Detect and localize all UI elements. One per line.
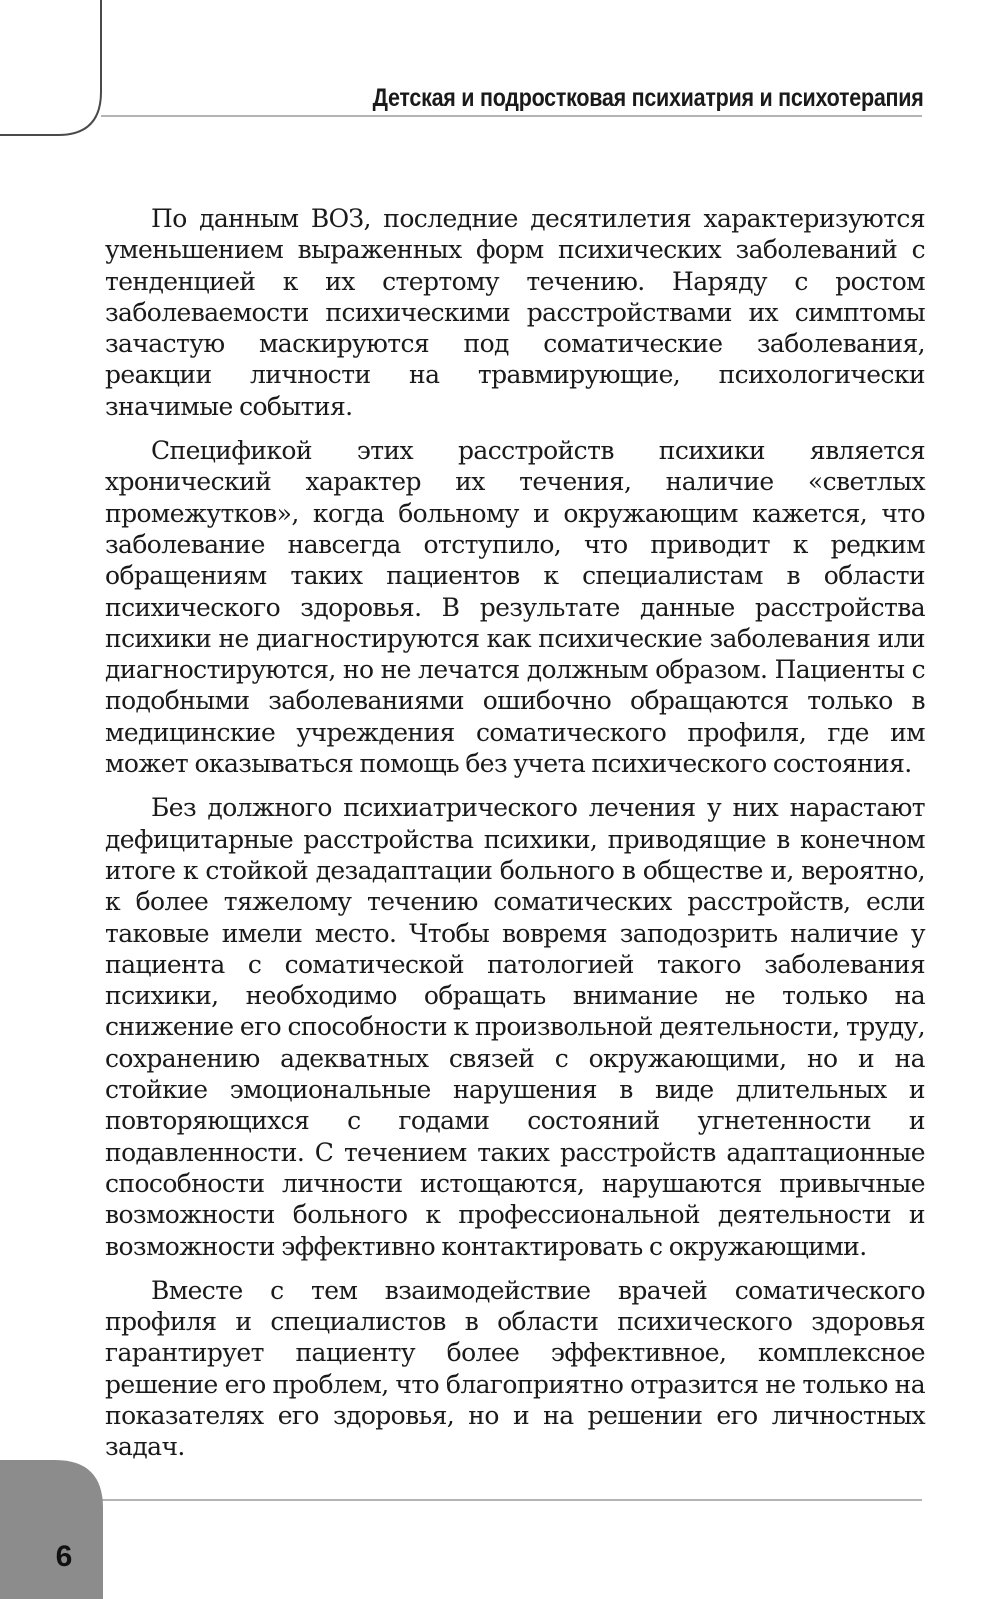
paragraph: По данным ВОЗ, последние десятилетия характеризуются уменьшением выраженных форм психических заболеваний с тенденцией к их стертому течению. Наряду с ростом заболеваемости психическими расстройствами их симптомы зачастую маскируются под соматические заболевания, реакции личности на травмирующие, психологически значимые события. [105,204,925,421]
page-number: 6 [55,1540,73,1573]
header-corner-decoration [0,0,1000,160]
paragraph: Спецификой этих расстройств психики является хронический характер их течения, наличие «светлых промежутков», когда больному и окружающим кажется, что заболевание навсегда отступило, что приводит к редким обращениям таких пациентов к специалистам в области психического здоровья. В результате данные расстройства психики не диагностируются как психические заболевания или диагностируются, но не лечатся должным образом. Пациенты с подобными заболеваниями ошибочно обращаются только в медицинские учреждения соматического профиля, где им может оказываться помощь без учета психического состояния. [105,436,925,779]
running-header-title: Детская и подростковая психиатрия и психотерапия [373,84,924,112]
paragraph: Без должного психиатрического лечения у них нарастают дефицитарные расстройства психики, приводящие в конечном итоге к стойкой дезадаптации больного в обществе и, вероятно, к более тяжелому течению соматических расстройств, если таковые имели место. Чтобы вовремя заподозрить наличие у пациента с соматической патологией такого заболевания психики, необходимо обращать внимание не только на снижение его способности к произвольной деятельности, труду, сохранению адекватных связей с окружающими, но и на стойкие эмоциональные нарушения в виде длительных и повторяющихся с годами состояний угнетенности и подавленности. С течением таких расстройств адаптационные способности личности истощаются, нарушаются привычные возможности больного к профессиональной деятельности и возможности эффективно контактировать с окружающими. [105,793,925,1261]
page-body [105,203,925,1476]
paragraph: Вместе с тем взаимодействие врачей соматического профиля и специалистов в области психического здоровья гарантирует пациенту более эффективное, комплексное решение его проблем, что благоприятно отразится не только на показателях его здоровья, но и на решении его личностных задач. [105,1275,925,1462]
footer-tab-decoration [0,1460,1000,1599]
